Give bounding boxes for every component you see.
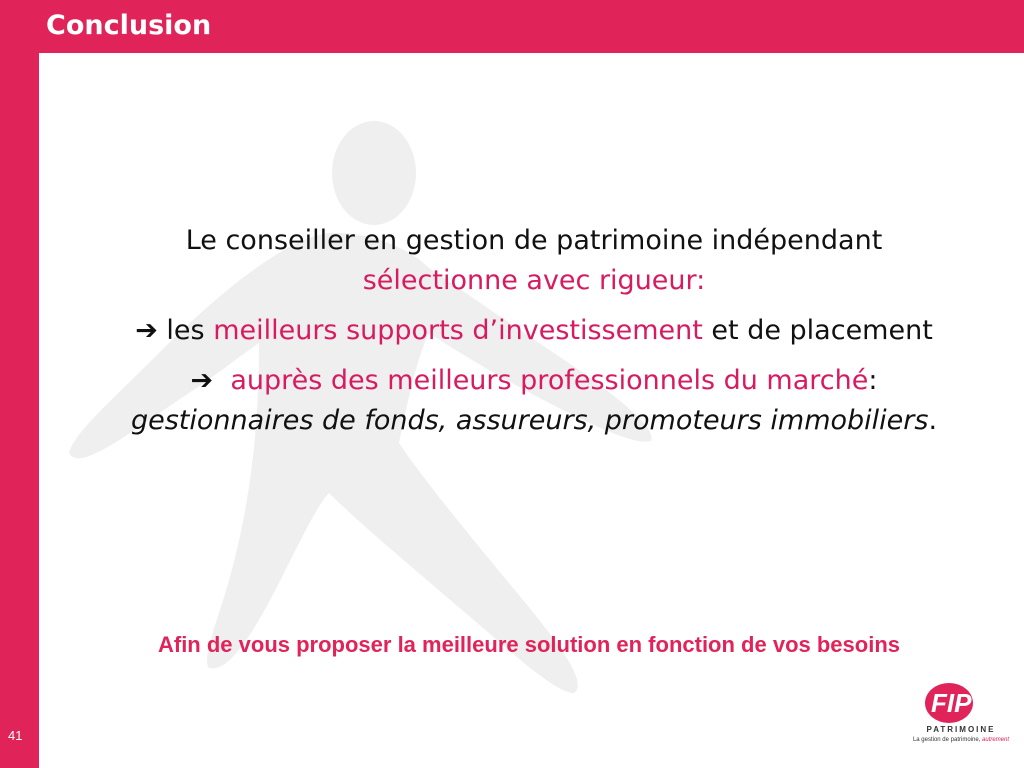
body-text — [99, 221, 969, 451]
fip-logo-name: PATRIMOINE — [926, 725, 996, 734]
footer-statement: Afin de vous proposer la meilleure solution en fonction de vos besoins — [157, 632, 900, 657]
intro-highlight: sélectionne avec rigueur: — [362, 265, 706, 296]
intro-paragraph — [99, 221, 969, 301]
slide-content — [39, 53, 1024, 768]
arrow-right-icon: ➔ — [190, 365, 214, 396]
fip-logo-brand: FIP — [931, 688, 972, 718]
title-bar — [0, 0, 1024, 53]
arrow-right-icon: ➔ — [135, 315, 158, 346]
fip-logo-tagline — [911, 737, 1011, 743]
bullet-professionals — [99, 361, 969, 441]
bullet-supports-highlight: meilleurs supports d’investissement — [213, 315, 703, 346]
fip-logo — [911, 677, 1011, 753]
bullet-supports — [99, 311, 969, 351]
bullet-professionals-highlight: auprès des meilleurs professionnels du marché — [230, 365, 869, 396]
bullet-professionals-examples: gestionnaires de fonds, assureurs, promoteurs immobiliers — [130, 405, 929, 436]
fip-logo-tagline-accent: autrement — [982, 737, 1010, 743]
bullet-supports-prefix: les — [166, 315, 205, 346]
bullet-professionals-colon: : — [868, 365, 878, 396]
bullet-professionals-period: . — [928, 405, 938, 436]
slide-title: Conclusion — [46, 10, 212, 41]
page-number: 41 — [8, 728, 23, 743]
intro-line: Le conseiller en gestion de patrimoine indépendant — [185, 225, 883, 256]
fip-logo-mark — [911, 677, 1011, 727]
bullet-supports-suffix: et de placement — [711, 315, 933, 346]
fip-logo-tagline-text: La gestion de patrimoine, — [912, 737, 981, 743]
